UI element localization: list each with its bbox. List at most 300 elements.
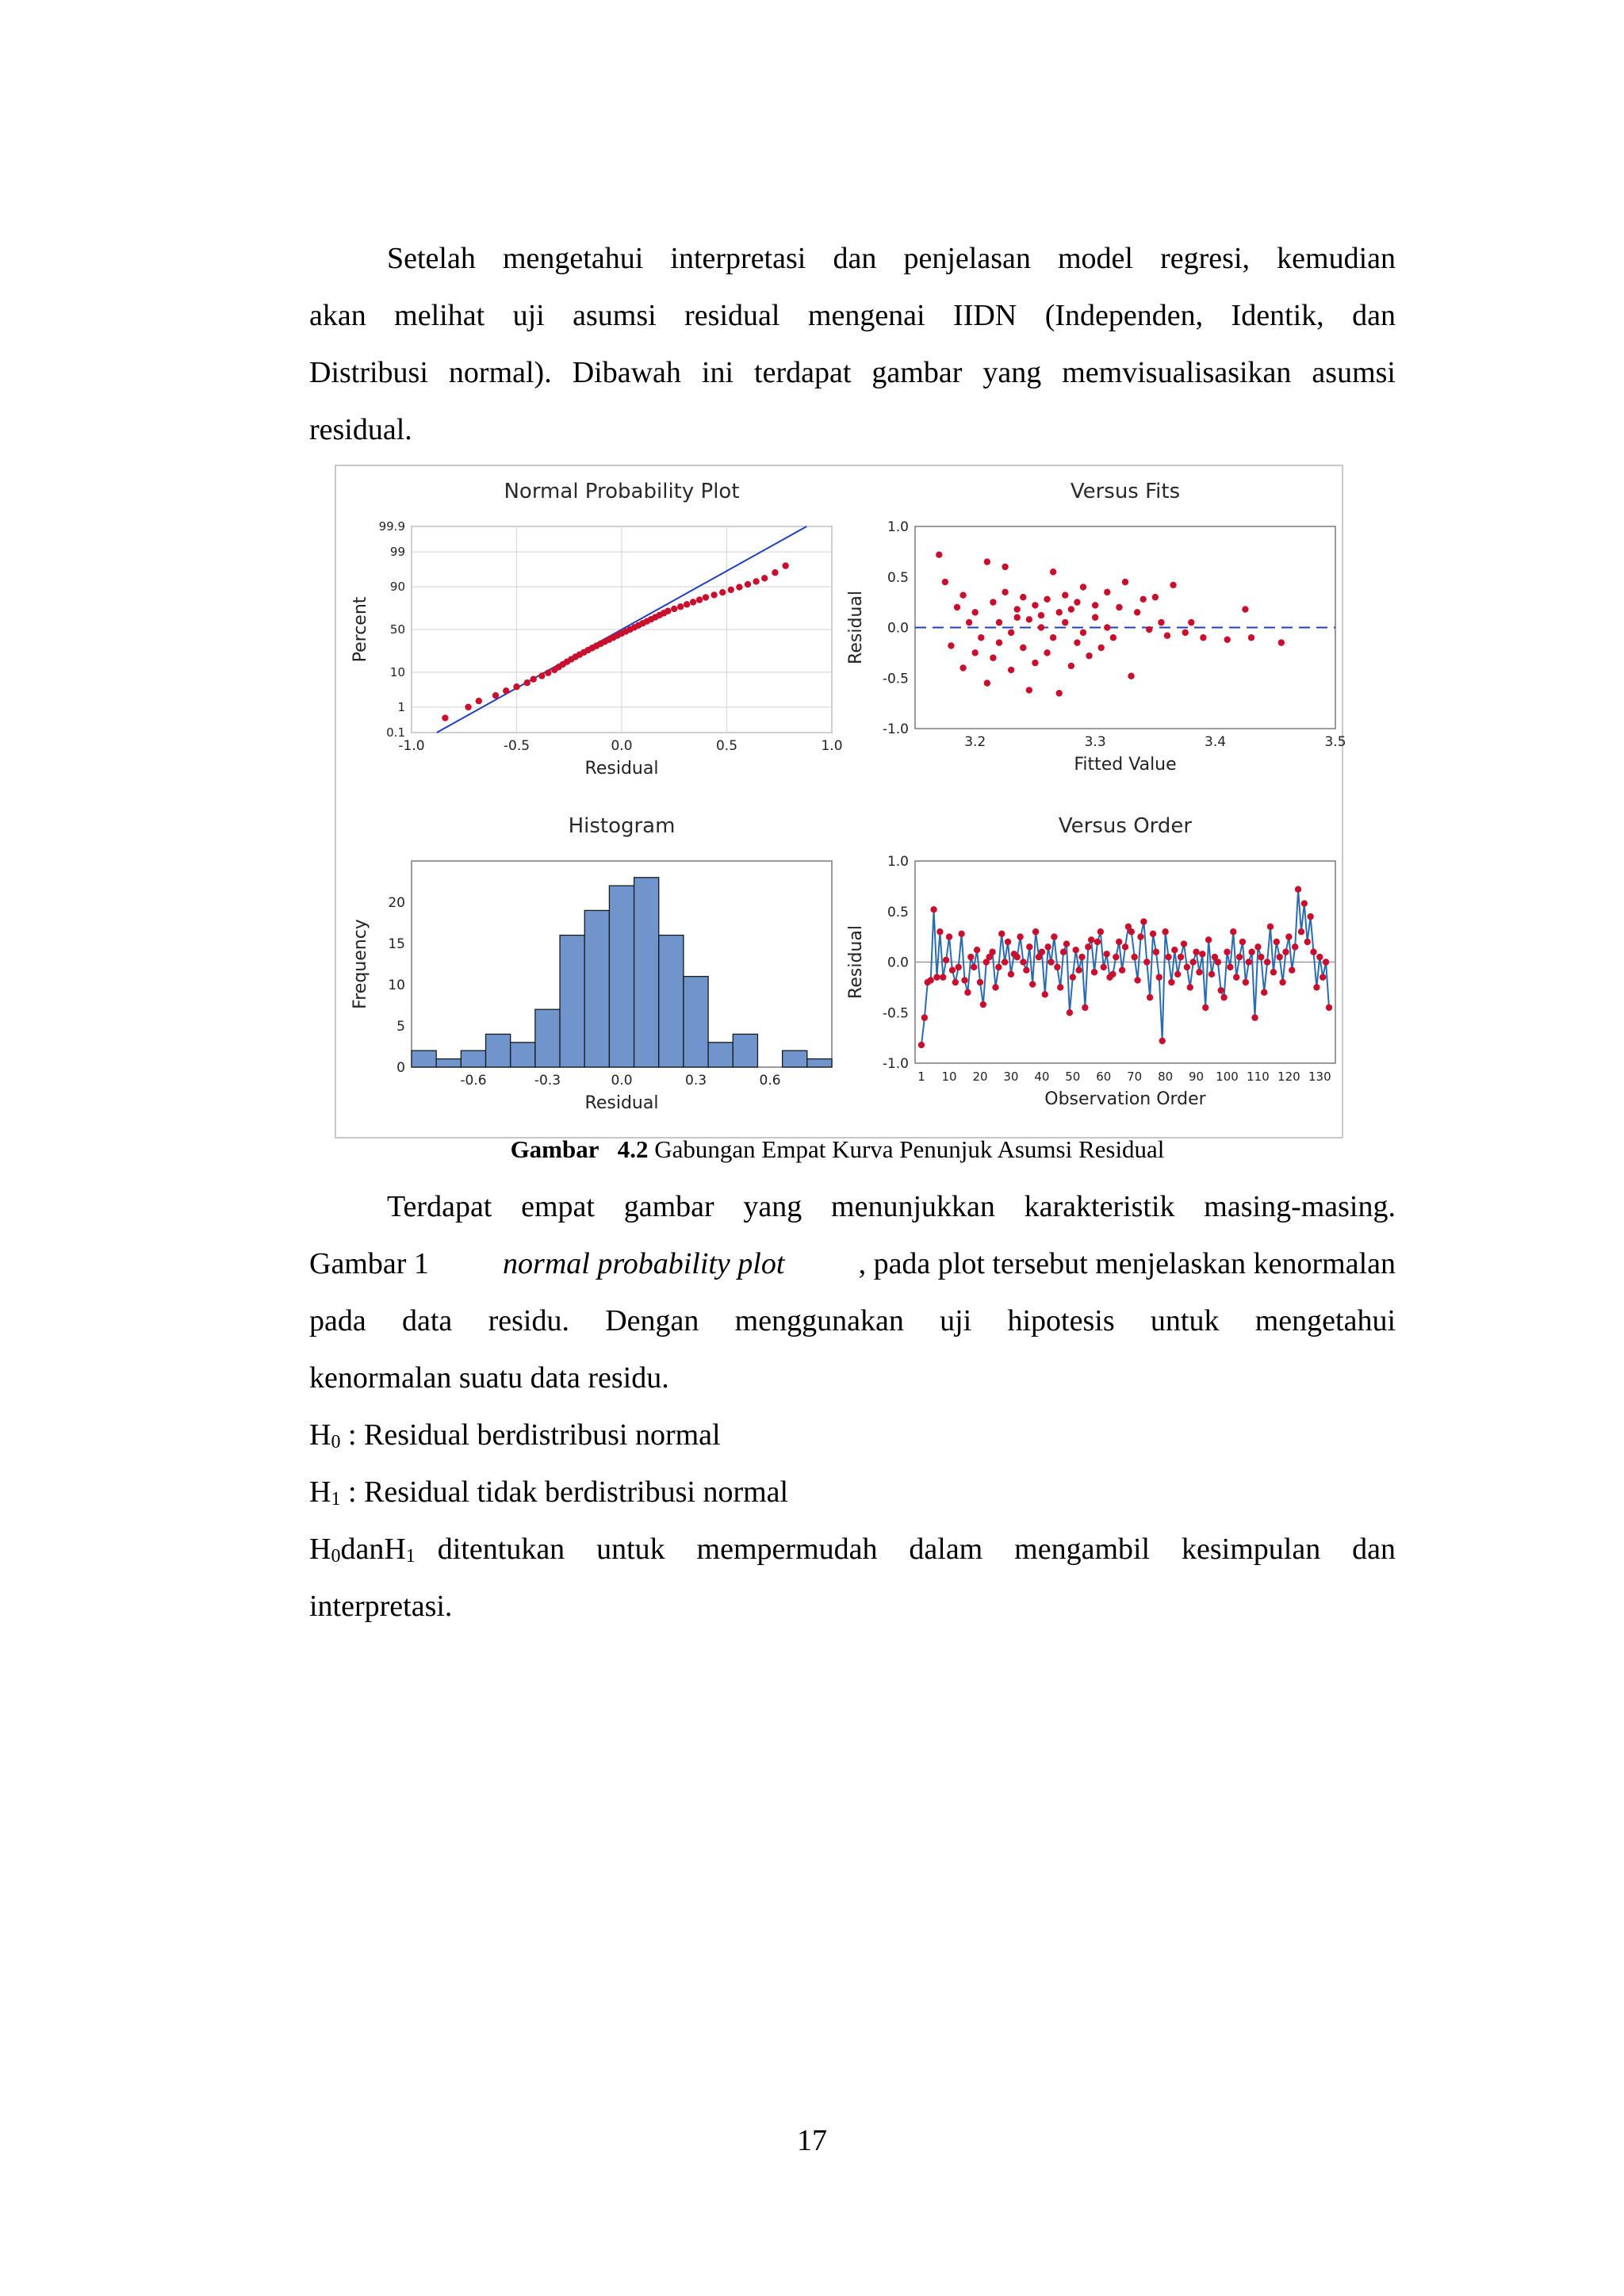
p3-h0-sub: 0 xyxy=(331,1546,341,1567)
order-point-26 xyxy=(998,931,1005,937)
fits-point-49 xyxy=(1104,624,1110,630)
npp-x-tick-2: 0.0 xyxy=(611,738,633,754)
hist-bar-2 xyxy=(461,1050,485,1067)
order-point-113 xyxy=(1267,924,1274,930)
order-point-99 xyxy=(1224,949,1230,955)
order-point-126 xyxy=(1307,913,1313,920)
npp-x-tick-1: -0.5 xyxy=(503,738,530,754)
order-x-tick-13: 130 xyxy=(1308,1070,1331,1084)
fits-point-5 xyxy=(959,592,966,599)
hist-title: Histogram xyxy=(568,814,676,838)
hist-bar-12 xyxy=(708,1043,733,1067)
fits-point-29 xyxy=(1038,612,1044,618)
order-point-102 xyxy=(1233,974,1239,980)
fits-x-tick-0: 3.2 xyxy=(964,734,986,750)
order-point-125 xyxy=(1304,939,1311,945)
fits-x-tick-2: 3.4 xyxy=(1205,734,1227,750)
npp-y-tick-1: 1 xyxy=(397,699,405,714)
paragraph-3-h1 xyxy=(384,1521,415,1585)
npp-y-tick-0: 0.1 xyxy=(386,725,405,740)
order-y-tick-1: -0.5 xyxy=(882,1005,909,1022)
hist-bar-10 xyxy=(659,936,684,1067)
order-point-73 xyxy=(1143,959,1150,965)
fits-point-32 xyxy=(1050,568,1056,575)
order-point-88 xyxy=(1189,959,1196,965)
order-x-tick-7: 70 xyxy=(1127,1070,1143,1084)
caption-text: Gabungan Empat Kurva Penunjuk Asumsi Residual xyxy=(654,1135,1165,1163)
hypothesis-h0 xyxy=(309,1406,1396,1471)
fits-point-31 xyxy=(1044,596,1050,603)
order-point-47 xyxy=(1063,940,1070,947)
hypothesis-h1 xyxy=(309,1464,1396,1528)
order-point-70 xyxy=(1134,977,1140,983)
fits-point-17 xyxy=(1002,564,1008,570)
fits-point-63 xyxy=(1200,634,1206,641)
fits-point-47 xyxy=(1098,645,1105,651)
order-x-tick-3: 30 xyxy=(1003,1070,1019,1084)
paragraph-3-h0 xyxy=(309,1521,340,1585)
fits-point-45 xyxy=(1092,614,1098,621)
npp-point-4 xyxy=(503,687,509,694)
npp-xlabel: Residual xyxy=(584,759,659,779)
order-point-52 xyxy=(1078,954,1085,960)
fits-ylabel: Residual xyxy=(846,591,866,664)
fits-point-57 xyxy=(1152,594,1159,600)
npp-x-tick-4: 1.0 xyxy=(821,738,843,754)
order-point-33 xyxy=(1020,959,1026,965)
hist-bar-16 xyxy=(807,1059,832,1067)
npp-point-7 xyxy=(530,676,537,683)
fits-point-28 xyxy=(1038,624,1044,630)
fits-point-46 xyxy=(1092,602,1098,608)
order-y-tick-4: 1.0 xyxy=(887,854,909,870)
fits-point-0 xyxy=(936,552,942,558)
hist-bar-5 xyxy=(535,1009,560,1067)
hist-bar-15 xyxy=(783,1050,807,1067)
order-point-105 xyxy=(1243,979,1249,985)
hist-xlabel: Residual xyxy=(584,1093,659,1113)
paragraph-2-line-3: pada data residu. Dengan menggunakan uji hipotesis untuk mengetahui xyxy=(309,1304,1396,1337)
order-point-71 xyxy=(1137,933,1143,939)
fits-point-64 xyxy=(1224,637,1231,643)
order-point-119 xyxy=(1285,933,1292,939)
order-ylabel: Residual xyxy=(846,925,866,999)
order-title: Versus Order xyxy=(1058,814,1193,838)
order-point-107 xyxy=(1248,949,1254,955)
order-x-tick-11: 110 xyxy=(1247,1070,1270,1084)
hist-bar-13 xyxy=(733,1034,757,1067)
fits-point-30 xyxy=(1044,649,1050,656)
order-point-49 xyxy=(1070,974,1076,980)
hist-y-tick-1: 5 xyxy=(396,1019,405,1035)
fits-y-tick-0: -1.0 xyxy=(882,721,909,737)
fits-point-14 xyxy=(996,619,1002,626)
fits-y-tick-4: 1.0 xyxy=(887,519,909,535)
fits-point-7 xyxy=(972,649,979,656)
order-point-1 xyxy=(921,1014,928,1020)
fits-point-20 xyxy=(1014,606,1021,612)
fits-point-60 xyxy=(1170,582,1176,588)
fits-point-15 xyxy=(996,639,1002,645)
fits-point-4 xyxy=(959,664,966,671)
order-point-23 xyxy=(989,949,995,955)
npp-point-49 xyxy=(753,578,759,584)
order-point-60 xyxy=(1103,951,1109,957)
order-point-77 xyxy=(1156,974,1162,980)
fits-point-42 xyxy=(1080,584,1086,590)
paragraph-2-prefix: Gambar 1 xyxy=(309,1247,429,1280)
order-point-57 xyxy=(1094,939,1101,945)
npp-point-5 xyxy=(513,683,519,690)
order-point-37 xyxy=(1032,928,1039,935)
order-point-120 xyxy=(1289,967,1295,974)
order-point-63 xyxy=(1113,954,1119,960)
order-point-97 xyxy=(1218,987,1224,993)
order-point-66 xyxy=(1122,943,1128,950)
paragraph-1-line-1: Setelah mengetahui interpretasi dan penjelasan model regresi, kemudian xyxy=(387,242,1396,275)
paragraph-1-line-3: Distribusi normal). Dibawah ini terdapat gambar yang memvisualisasikan asumsi xyxy=(309,356,1396,389)
npp-point-3 xyxy=(492,692,499,698)
fits-title: Versus Fits xyxy=(1070,480,1181,503)
order-point-54 xyxy=(1085,943,1091,950)
order-point-13 xyxy=(958,931,964,937)
order-point-36 xyxy=(1029,981,1036,987)
order-point-90 xyxy=(1196,969,1202,975)
hist-x-tick-3: 0.3 xyxy=(685,1073,707,1089)
order-point-75 xyxy=(1150,931,1156,937)
order-point-7 xyxy=(940,974,946,980)
fits-point-35 xyxy=(1056,690,1063,696)
h0-text: : Residual berdistribusi normal xyxy=(347,1418,721,1452)
order-point-108 xyxy=(1251,1014,1258,1020)
fits-point-44 xyxy=(1086,652,1092,659)
fits-point-41 xyxy=(1074,599,1080,605)
order-point-11 xyxy=(952,979,959,985)
npp-point-50 xyxy=(761,575,768,581)
h1-text: : Residual tidak berdistribusi normal xyxy=(347,1475,789,1509)
fits-y-tick-1: -0.5 xyxy=(882,671,909,687)
fits-point-10 xyxy=(984,558,990,564)
fits-point-21 xyxy=(1014,614,1021,621)
order-point-40 xyxy=(1042,991,1048,997)
order-point-68 xyxy=(1128,928,1135,935)
order-x-tick-6: 60 xyxy=(1096,1070,1112,1084)
fits-point-16 xyxy=(1002,589,1008,595)
npp-point-1 xyxy=(465,704,471,710)
order-point-91 xyxy=(1199,951,1205,957)
order-point-9 xyxy=(946,933,952,939)
order-point-6 xyxy=(936,928,943,935)
p3-h0-letter: H xyxy=(309,1533,331,1566)
fits-point-39 xyxy=(1068,606,1074,612)
order-point-131 xyxy=(1323,959,1329,965)
fits-point-11 xyxy=(984,679,990,686)
fits-point-55 xyxy=(1140,596,1147,603)
fits-point-27 xyxy=(1032,602,1038,608)
order-point-127 xyxy=(1310,949,1316,955)
paragraph-2-line-4: kenormalan suatu data residu. xyxy=(309,1361,669,1395)
fits-point-22 xyxy=(1020,645,1026,651)
fits-point-67 xyxy=(1278,639,1285,645)
fits-point-54 xyxy=(1134,609,1140,615)
order-point-25 xyxy=(995,964,1002,970)
fits-point-61 xyxy=(1182,629,1189,636)
fits-point-56 xyxy=(1146,626,1152,633)
order-point-5 xyxy=(933,974,940,980)
fits-point-13 xyxy=(990,655,996,661)
npp-point-52 xyxy=(783,562,789,568)
fits-point-26 xyxy=(1032,660,1038,666)
order-point-85 xyxy=(1181,940,1187,947)
fits-y-tick-2: 0.0 xyxy=(887,620,909,637)
order-point-17 xyxy=(971,964,977,970)
hist-bar-11 xyxy=(684,977,708,1067)
fits-point-66 xyxy=(1248,634,1254,641)
h1-subscript: 1 xyxy=(331,1489,341,1510)
page-number: 17 xyxy=(797,2124,827,2157)
figure-caption xyxy=(335,1135,1340,1164)
npp-point-51 xyxy=(772,569,778,576)
order-y-tick-0: -1.0 xyxy=(882,1056,909,1072)
npp-point-40 xyxy=(684,601,690,607)
hist-y-tick-4: 20 xyxy=(388,895,405,911)
order-point-80 xyxy=(1165,954,1171,960)
order-point-123 xyxy=(1298,928,1304,935)
npp-point-37 xyxy=(665,608,671,614)
order-point-132 xyxy=(1326,1004,1332,1011)
order-x-tick-12: 120 xyxy=(1277,1070,1300,1084)
fits-point-40 xyxy=(1074,639,1080,645)
npp-point-8 xyxy=(538,672,545,679)
h0-letter: H xyxy=(309,1418,331,1452)
order-x-tick-5: 50 xyxy=(1065,1070,1081,1084)
fits-point-53 xyxy=(1128,673,1134,679)
npp-y-tick-4: 90 xyxy=(389,580,405,595)
paragraph-1-line-4: residual. xyxy=(309,413,412,446)
order-point-130 xyxy=(1320,974,1326,980)
hist-bar-8 xyxy=(609,886,634,1067)
order-point-41 xyxy=(1044,943,1051,950)
fits-y-tick-3: 0.5 xyxy=(887,569,909,586)
order-point-111 xyxy=(1261,989,1267,996)
order-point-10 xyxy=(949,967,956,974)
fits-point-9 xyxy=(978,634,984,641)
order-point-58 xyxy=(1097,928,1104,935)
npp-point-9 xyxy=(545,669,551,675)
fits-point-25 xyxy=(1026,616,1032,622)
caption-number: 4.2 xyxy=(617,1135,649,1163)
npp-point-43 xyxy=(703,594,709,600)
npp-point-47 xyxy=(736,584,742,590)
order-point-50 xyxy=(1072,947,1078,953)
order-point-59 xyxy=(1101,964,1107,970)
fits-point-38 xyxy=(1068,663,1074,669)
order-point-96 xyxy=(1215,959,1221,965)
paragraph-2-line-2 xyxy=(309,1235,1396,1292)
order-point-79 xyxy=(1162,928,1168,935)
order-point-62 xyxy=(1109,971,1116,978)
fits-point-37 xyxy=(1062,592,1068,599)
order-point-14 xyxy=(961,977,967,983)
paragraph-3-line-1 xyxy=(309,1521,1396,1585)
fits-point-36 xyxy=(1062,619,1068,626)
fits-point-65 xyxy=(1242,606,1248,612)
hist-y-tick-0: 0 xyxy=(396,1060,405,1076)
order-point-18 xyxy=(974,947,980,953)
fits-point-51 xyxy=(1116,604,1122,610)
order-point-109 xyxy=(1254,943,1261,950)
order-point-110 xyxy=(1258,954,1264,960)
order-point-45 xyxy=(1057,984,1063,990)
order-point-64 xyxy=(1116,939,1122,945)
fits-point-8 xyxy=(972,609,979,615)
paragraph-2-suffix: , pada plot tersebut menjelaskan kenormalan xyxy=(858,1247,1396,1280)
order-point-4 xyxy=(930,906,936,913)
npp-y-tick-6: 99.9 xyxy=(378,519,405,534)
order-point-114 xyxy=(1270,969,1277,975)
npp-x-tick-3: 0.5 xyxy=(715,738,738,754)
fits-point-18 xyxy=(1008,629,1014,636)
order-point-124 xyxy=(1301,900,1308,906)
order-point-122 xyxy=(1295,886,1301,893)
order-point-56 xyxy=(1091,969,1097,975)
hist-bar-6 xyxy=(560,936,584,1067)
fits-point-43 xyxy=(1080,629,1086,636)
hist-bar-0 xyxy=(412,1050,436,1067)
order-point-84 xyxy=(1178,954,1184,960)
fits-point-12 xyxy=(990,599,996,605)
order-point-94 xyxy=(1208,971,1215,978)
paragraph-3-dan: dan xyxy=(340,1533,385,1566)
order-x-tick-2: 20 xyxy=(972,1070,988,1084)
h1-letter: H xyxy=(309,1475,331,1509)
fits-point-33 xyxy=(1050,634,1056,641)
npp-x-tick-0: -1.0 xyxy=(398,738,425,754)
order-point-8 xyxy=(943,957,949,963)
order-point-29 xyxy=(1008,971,1014,978)
npp-point-48 xyxy=(745,581,751,587)
fits-point-2 xyxy=(948,642,954,649)
order-point-0 xyxy=(918,1042,925,1048)
hist-bar-9 xyxy=(634,878,659,1067)
order-point-27 xyxy=(1002,959,1008,965)
order-point-118 xyxy=(1282,949,1289,955)
fits-x-tick-1: 3.3 xyxy=(1084,734,1106,750)
order-point-3 xyxy=(927,977,933,983)
fits-point-62 xyxy=(1188,619,1194,626)
order-point-82 xyxy=(1171,947,1178,953)
fits-point-23 xyxy=(1020,594,1026,600)
npp-y-tick-5: 99 xyxy=(389,545,405,560)
fits-point-34 xyxy=(1056,609,1063,615)
npp-point-45 xyxy=(719,589,726,595)
paragraph-2-line-1: Terdapat empat gambar yang menunjukkan karakteristik masing-masing. xyxy=(387,1190,1396,1223)
order-point-87 xyxy=(1187,984,1193,990)
order-x-tick-4: 40 xyxy=(1034,1070,1050,1084)
fits-point-58 xyxy=(1158,619,1164,626)
order-point-116 xyxy=(1276,954,1282,960)
h0-subscript: 0 xyxy=(331,1432,341,1452)
order-x-tick-1: 10 xyxy=(941,1070,957,1084)
fits-point-59 xyxy=(1164,633,1170,639)
order-point-103 xyxy=(1236,954,1243,960)
order-point-48 xyxy=(1067,1009,1073,1016)
order-point-51 xyxy=(1075,967,1082,974)
order-point-24 xyxy=(992,984,998,990)
p3-h1-sub: 1 xyxy=(405,1546,416,1567)
hist-x-tick-0: -0.6 xyxy=(460,1073,487,1089)
fits-point-6 xyxy=(966,619,972,626)
order-point-72 xyxy=(1140,918,1147,924)
paragraph-1-line-2: akan melihat uji asumsi residual mengenai IIDN (Independen, Identik, dan xyxy=(309,299,1396,332)
order-point-46 xyxy=(1060,949,1067,955)
order-point-89 xyxy=(1193,949,1199,955)
order-point-98 xyxy=(1220,994,1227,1001)
order-point-16 xyxy=(967,954,974,960)
npp-point-2 xyxy=(476,698,482,704)
paragraph-3-line-2: interpretasi. xyxy=(309,1590,453,1623)
order-point-74 xyxy=(1147,994,1153,1001)
npp-point-38 xyxy=(671,606,677,612)
npp-point-6 xyxy=(524,679,530,686)
npp-ylabel: Percent xyxy=(350,596,370,663)
order-point-101 xyxy=(1230,928,1236,935)
hist-bar-4 xyxy=(511,1043,535,1067)
order-point-129 xyxy=(1316,954,1323,960)
npp-title: Normal Probability Plot xyxy=(504,480,740,503)
order-point-104 xyxy=(1239,939,1246,945)
fits-point-19 xyxy=(1008,667,1014,673)
order-point-100 xyxy=(1227,964,1233,970)
fits-point-24 xyxy=(1026,687,1032,693)
order-point-44 xyxy=(1054,964,1060,970)
npp-point-39 xyxy=(677,603,684,610)
paragraph-2-italic-term: normal probability plot xyxy=(503,1247,785,1280)
order-point-69 xyxy=(1131,954,1137,960)
order-point-92 xyxy=(1202,1004,1208,1011)
order-point-20 xyxy=(980,1001,986,1008)
hist-x-tick-2: 0.0 xyxy=(611,1073,633,1089)
order-point-12 xyxy=(956,964,962,970)
order-x-tick-0: 1 xyxy=(917,1070,925,1084)
npp-point-0 xyxy=(442,714,448,721)
npp-y-tick-2: 10 xyxy=(389,664,405,679)
order-point-106 xyxy=(1246,959,1252,965)
hist-bar-7 xyxy=(584,910,609,1067)
p3-h1-letter: H xyxy=(384,1533,406,1566)
order-x-tick-10: 100 xyxy=(1216,1070,1239,1084)
residual-plots-svg xyxy=(336,466,1346,1137)
fits-xlabel: Fitted Value xyxy=(1074,755,1177,775)
order-y-tick-2: 0.0 xyxy=(887,955,909,971)
order-point-15 xyxy=(964,989,971,996)
order-point-128 xyxy=(1313,984,1320,990)
hist-x-tick-4: 0.6 xyxy=(759,1073,781,1089)
order-point-117 xyxy=(1279,979,1285,985)
order-point-121 xyxy=(1292,943,1298,950)
order-point-19 xyxy=(977,979,983,985)
hist-ylabel: Frequency xyxy=(350,919,370,1009)
order-y-tick-3: 0.5 xyxy=(887,904,909,920)
order-point-53 xyxy=(1082,1004,1088,1011)
order-point-32 xyxy=(1017,933,1023,939)
fits-point-3 xyxy=(954,604,960,610)
order-x-tick-8: 80 xyxy=(1158,1070,1174,1084)
order-point-39 xyxy=(1039,949,1045,955)
order-point-112 xyxy=(1264,959,1270,965)
npp-point-46 xyxy=(728,587,734,593)
hist-y-tick-2: 10 xyxy=(388,978,405,993)
